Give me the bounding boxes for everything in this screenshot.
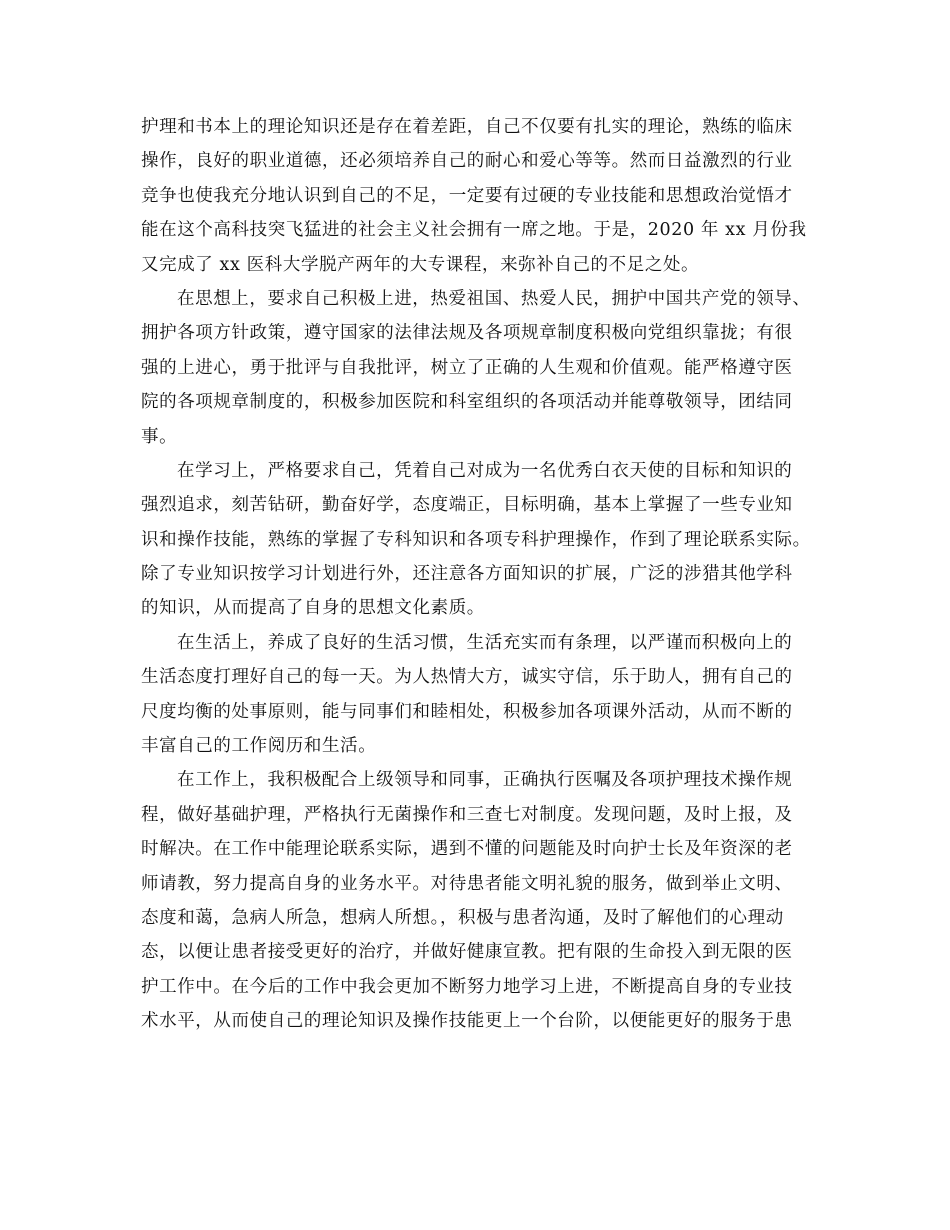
- paragraph: [141, 110, 831, 282]
- text-line: 在工作上，我积极配合上级领导和同事，正确执行医嘱及各项护理技术操作规: [177, 770, 793, 791]
- text-line: 师请教，努力提高自身的业务水平。对待患者能文明礼貌的服务，做到举止文明、: [141, 873, 793, 894]
- text-line: 竞争也使我充分地认识到自己的不足，一定要有过硬的专业技能和思想政治觉悟才: [141, 185, 793, 206]
- text-line: 护工作中。在今后的工作中我会更加不断努力地学习上进，不断提高自身的专业技: [141, 976, 793, 997]
- paragraph: [141, 282, 831, 454]
- text-line: 拥护各项方针政策，遵守国家的法律法规及各项规章制度积极向党组织靠拢；有很: [141, 323, 793, 344]
- text-line: 在学习上，严格要求自己，凭着自己对成为一名优秀白衣天使的目标和知识的: [177, 460, 793, 481]
- paragraph: [141, 626, 831, 764]
- text-line: 术水平，从而使自己的理论知识及操作技能更上一个台阶，以便能更好的服务于患: [141, 1011, 793, 1032]
- text-line: 态，以便让患者接受更好的治疗，并做好健康宣教。把有限的生命投入到无限的医: [141, 942, 793, 963]
- text-line: 能在这个高科技突飞猛进的社会主义社会拥有一席之地。于是，2020 年 xx 月份我: [141, 220, 807, 241]
- text-line: 在生活上，养成了良好的生活习惯，生活充实而有条理，以严谨而积极向上的: [177, 632, 793, 653]
- text-line: 的知识，从而提高了自身的思想文化素质。: [141, 598, 485, 619]
- body-text: [141, 110, 831, 1039]
- text-line: 护理和书本上的理论知识还是存在着差距，自己不仅要有扎实的理论，熟练的临床: [141, 117, 793, 137]
- text-line: 强烈追求，刻苦钻研，勤奋好学，态度端正，目标明确，基本上掌握了一些专业知: [141, 495, 793, 516]
- text-line: 识和操作技能，熟练的掌握了专科知识和各项专科护理操作，作到了理论联系实际。: [141, 529, 811, 550]
- text-line: 态度和蔼，急病人所急，想病人所想。，积极与患者沟通，及时了解他们的心理动: [141, 907, 784, 928]
- text-line: 院的各项规章制度的，积极参加医院和科室组织的各项活动并能尊敬领导，团结同: [141, 392, 793, 413]
- text-line: 强的上进心，勇于批评与自我批评，树立了正确的人生观和价值观。能严格遵守医: [141, 357, 793, 378]
- text-line: 生活态度打理好自己的每一天。为人热情大方，诚实守信，乐于助人，拥有自己的: [141, 667, 793, 688]
- text-line: 又完成了 xx 医科大学脱产两年的大专课程，来弥补自己的不足之处。: [141, 254, 700, 275]
- text-line: 除了专业知识按学习计划进行外，还注意各方面知识的扩展，广泛的涉猎其他学科: [141, 564, 793, 585]
- paragraph: [141, 763, 831, 1038]
- text-line: 时解决。在工作中能理论联系实际，遇到不懂的问题能及时向护士长及年资深的老: [141, 839, 793, 860]
- text-line: 事。: [141, 426, 178, 447]
- text-line: 丰富自己的工作阅历和生活。: [141, 736, 377, 757]
- text-line: 尺度均衡的处事原则，能与同事们和睦相处，积极参加各项课外活动，从而不断的: [141, 701, 793, 722]
- text-line: 在思想上，要求自己积极上进，热爱祖国、热爱人民，拥护中国共产党的领导、: [177, 288, 811, 309]
- text-line: 程，做好基础护理，严格执行无菌操作和三查七对制度。发现问题，及时上报，及: [141, 804, 793, 825]
- paragraph: [141, 454, 831, 626]
- text-line: 操作，良好的职业道德，还必须培养自己的耐心和爱心等等。然而日益激烈的行业: [141, 151, 793, 172]
